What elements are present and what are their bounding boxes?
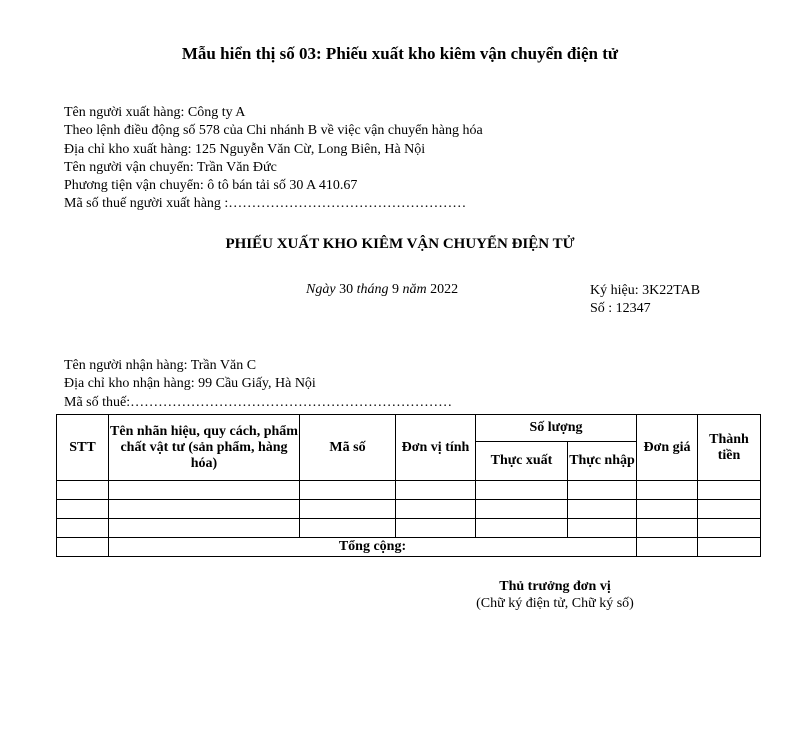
table-cell: [476, 519, 568, 538]
header-stt: STT: [57, 415, 109, 481]
header-amount: Thành tiền: [698, 415, 761, 481]
header-actual-in: Thực nhập: [568, 442, 637, 481]
table-cell: [568, 481, 637, 500]
sender-name-line: Tên người xuất hàng: Công ty A: [64, 105, 246, 120]
invoice-symbol: [590, 282, 700, 318]
issue-date: [306, 282, 458, 298]
table-cell: [698, 519, 761, 538]
table-cell: [300, 500, 396, 519]
receiver-info: [64, 357, 452, 412]
table-cell: [57, 500, 109, 519]
table-header-row: [57, 415, 761, 442]
header-actual-out: Thực xuất: [476, 442, 568, 481]
document-header-title: Mẫu hiển thị số 03: Phiếu xuất kho kiêm vận chuyển điện tử: [181, 44, 619, 63]
table-cell: [396, 481, 476, 500]
sender-tax-code-line: Mã số thuế người xuất hàng :……………………………………………: [64, 196, 467, 212]
sender-info: [64, 104, 483, 214]
header-code: Mã số: [300, 415, 396, 481]
month-value: 9: [391, 282, 399, 297]
invoice-number: Số : 12347: [590, 301, 651, 316]
header-item-name: Tên nhãn hiệu, quy cách, phẩm chất vật tư (sản phẩm, hàng hóa): [109, 415, 300, 481]
header-unit-price: Đơn giá: [637, 415, 698, 481]
table-cell: [300, 481, 396, 500]
table-cell: [637, 538, 698, 557]
table-cell: [568, 500, 637, 519]
signature-note: (Chữ ký điện tử, Chữ ký số): [476, 596, 634, 611]
receiver-address-line: Địa chỉ kho nhận hàng: 99 Cầu Giấy, Hà Nội: [64, 376, 316, 392]
table-cell: [698, 538, 761, 557]
table-cell: [476, 481, 568, 500]
table-cell: [698, 500, 761, 519]
header-unit: Đơn vị tính: [396, 415, 476, 481]
day-value: 30: [339, 282, 354, 297]
table-cell: [637, 481, 698, 500]
header-quantity: Số lượng: [476, 415, 637, 442]
main-title: PHIẾU XUẤT KHO KIÊM VẬN CHUYỂN ĐIỆN TỬ: [225, 236, 575, 252]
table-cell: [57, 519, 109, 538]
table-row: [57, 519, 761, 538]
year-value: 2022: [430, 282, 459, 297]
month-label: tháng: [356, 282, 389, 297]
total-row: [57, 538, 761, 557]
table-cell: [300, 519, 396, 538]
table-cell: [396, 519, 476, 538]
table-cell: [109, 519, 300, 538]
table-cell: [698, 481, 761, 500]
goods-table: [56, 414, 761, 557]
transporter-line: Tên người vận chuyển: Trần Văn Đức: [64, 159, 277, 175]
vehicle-line: Phương tiện vận chuyển: ô tô bán tải số 30 A 410.67: [64, 178, 358, 194]
total-label: Tổng cộng:: [109, 538, 637, 557]
table-cell: [396, 500, 476, 519]
receiver-tax-code-line: Mã số thuế:……………………………………………………………: [64, 394, 453, 410]
receiver-name-line: Tên người nhận hàng: Trần Văn C: [64, 358, 257, 373]
day-label: Ngày: [306, 282, 336, 297]
table-cell: [109, 500, 300, 519]
table-row: [57, 481, 761, 500]
signature-title: Thủ trưởng đơn vị: [499, 579, 611, 594]
table-cell: [57, 481, 109, 500]
symbol-code: Ký hiệu: 3K22TAB: [590, 283, 701, 298]
table-cell: [57, 538, 109, 557]
table-cell: [568, 519, 637, 538]
table-cell: [637, 519, 698, 538]
warehouse-address-line: Địa chỉ kho xuất hàng: 125 Nguyễn Văn Cừ, Long Biên, Hà Nội: [64, 141, 426, 157]
year-label: năm: [402, 282, 427, 297]
table-cell: [637, 500, 698, 519]
signature-block: [470, 578, 640, 612]
table-row: [57, 500, 761, 519]
table-cell: [476, 500, 568, 519]
table-cell: [109, 481, 300, 500]
dispatch-order-line: Theo lệnh điều động số 578 của Chi nhánh B về việc vận chuyển hàng hóa: [64, 123, 483, 139]
